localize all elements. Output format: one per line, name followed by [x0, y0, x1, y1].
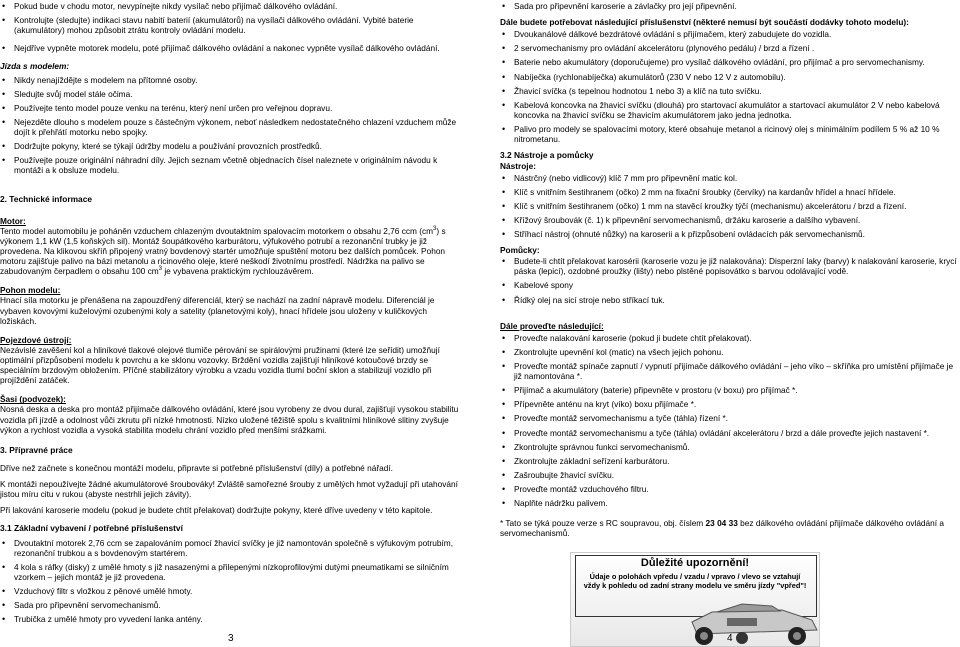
prep-paragraph: K montáži nepoužívejte žádné akumulátorové šroubováky! Zvláště samořezné šrouby z umělých hmot vyžadují při utahování jistou míru citu v rukou (abyste nestrhli jejich závity). [0, 479, 458, 500]
tools-heading: 3.2 Nástroje a pomůcky [500, 150, 594, 161]
list-item: • 4 kola s ráfky (disky) z umělé hmoty s již nasazenými a přilepenými nízkoprofilovými dutými pneumatikami se silničním vzorkem – jejich montáž je již provedena. [0, 562, 460, 582]
list-item: • Sada pro připevnění servomechanismů. [0, 600, 460, 610]
body-text: Nosná deska a deska pro montáž přijímače dálkového ovládání, které jsou vyrobeny ze dvou dural, zajišťují vysokou stabilitu vozidla při jízdě a odolnost vůči zkrutu při nízké hmotnosti. Nízko uložené těžiště spolu s kvalitními hliníkové slitiny zvyšuje výkon a rychlost vozidla a vysoká stabilita modelu chrání vozidlo před menšími srážkami. [0, 404, 459, 435]
equip-heading: 3.1 Základní vybavení / potřebné příslušenství [0, 523, 183, 534]
list-item: • Řídký olej na sicí stroje nebo stříkací tuk. [500, 295, 960, 305]
list-item: • Zkontrolujte základní seřízení karburátoru. [500, 456, 960, 466]
right-column [500, 0, 960, 544]
rc-car-illustration [672, 600, 824, 645]
list-item: • Dvoutaktní motorek 2,76 ccm se zapalováním pomocí žhavicí svíčky je již namontován společně s výfukovým potrubím, rezonanční trubkou a s bovdenovým startérem. [0, 538, 460, 558]
list-item: • Přijímač a akumulátory (baterie) připevněte v prostoru (v boxu) pro přijímač *. [500, 385, 960, 395]
list-item: • Přípevněte anténu na kryt (víko) boxu přijímače *. [500, 399, 960, 409]
list-item: • Dvoukanálové dálkové bezdrátové ovládání s přijímačem, který zabudujete do vozidla. [500, 29, 960, 39]
list-item: • Používejte tento model pouze venku na terénu, který není určen pro veřejnou dopravu. [0, 103, 460, 113]
list-item: • Zkontrolujte upevnění kol (matic) na všech jejich pohonu. [500, 347, 960, 357]
aids-subheading: Pomůcky: [500, 245, 540, 256]
steps-heading: Dále proveďte následující: [500, 320, 604, 331]
driving-list [0, 75, 460, 176]
list-item: • Proveďte montáž servomechanismu a tyče (táhla) řízení *. [500, 413, 960, 423]
equip-list [0, 538, 460, 625]
list-item: • Kontrolujte (sledujte) indikaci stavu nabití baterií (akumulátorů) na vysílači dálkového ovládání. Vybité baterie (akumulátory) mohou způsobit ztrátu kontroly ovládání modelu. [0, 15, 460, 35]
list-item: • Pokud bude v chodu motor, nevypínejte nikdy vysílač nebo přijímač dálkového ovládání. [0, 1, 460, 11]
list-item: • Kabelová koncovka na žhavicí svíčku (dlouhá) pro startovací akumulátor a startovací akumulátor 2 V nebo kabelová koncovka na žhavicí svíčku se žhavicím akumulátorem jako jedna jednotka. [500, 100, 960, 120]
page-number-left: 3 [228, 633, 234, 644]
list-item: • Nabíječka (rychlonabíječka) akumulátorů (230 V nebo 12 V z automobilu). [500, 72, 960, 82]
motor-text: Tento model automobilu je poháněn vzduchem chlazeným dvoutaktním spalovacím motorkem o obsahu 2,76 ccm $(cm^3)$ s výkonem 1,1 kW (1,5 koňských sil). Montáž šoupátkového karburátoru, výfukového potrubí a rezonanční trubky je již provedena. Na klikovou skříň připojený vratný bovdenový startér umožňuje spuštění motoru bez dalších pomůcek. Pohon motoru zajišťuje palivo na bázi metanolu a ricinového oleje, které neškodí životnímu prostředí. Nádržka na palivo se zabudovaným čerpadlem o obsahu 100 $cm^3$ je vybavena praktickým rychlouzávěrem. [0, 225, 446, 277]
list-item: • Nejezděte dlouho s modelem pouze s částečným výkonem, neboť následkem nedostatečného chlazení vzduchem může dojít k přehřátí motorku nebo spojky. [0, 117, 460, 137]
list-item: • Dodržujte pokyny, které se týkají údržby modelu a používání provozních prostředků. [0, 141, 460, 151]
steps-list [500, 333, 960, 508]
list-item: • Kabelové spony [500, 280, 960, 290]
kit-list [500, 1, 960, 11]
list-item: • Stříhací nástroj (ohnuté nůžky) na karoserii a k přizpůsobení ovládacích pák servomechanismů. [500, 229, 960, 239]
list-item: • Nástrčný (nebo vidlicový) klíč 7 mm pro připevnění matic kol. [500, 173, 960, 183]
list-item: • Proveďte montáž servomechanismu a tyče (táhla) ovládání akcelerátoru / brzd a dále proveďte jejich nastavení *. [500, 428, 960, 438]
list-item: • Naplňte nádržku palivem. [500, 498, 960, 508]
needs-text: Dále budete potřebovat následující příslušenství (některé nemusí být součástí dodávky tohoto modelu): [500, 17, 909, 28]
drive-text: Hnací síla motorku je přenášena na zapouzdřený diferenciál, který se nachází na zadní nápravě modelu. Diferenciál je vybaven kovovými kuželovými ozubenými koly a satelity (planetovými koly), hnací hřídele jsou uloženy v kuličkových ložiskách. [0, 295, 435, 326]
list-item: • Budete-li chtít přelakovat karosérii (karoserie vozu je již nalakována): Disperzní laky (barvy) k nalakování karoserie, krycí páska (lepicí), ozdobné proužky (lišty) nebo plstěné popisovátko s barvou odolávající vodě. [500, 256, 960, 276]
list-item: • Proveďte nalakování karoserie (pokud ji budete chtít přelakovat). [500, 333, 960, 343]
motor-heading: Motor: [0, 215, 26, 226]
tools-subheading: Nástroje: [500, 161, 536, 172]
list-item: • Nejdříve vypněte motorek modelu, poté přijímač dálkového ovládání a nakonec vypněte vysílač dálkového ovládání. [0, 43, 460, 53]
list-item: • Palivo pro modely se spalovacími motory, které obsahuje metanol a ricinový olej s minimálním podílem 5 % až 10 % nitrometanu. [500, 124, 960, 144]
body-heading: Šasi (podvozek): [0, 394, 66, 405]
list-item: • Klíč s vnitřním šestihranem (očko) 1 mm na stavěcí kroužky týčí (mechanismu) akcelerátoru / brzd a řízení. [500, 201, 960, 211]
drive-heading: Pohon modelu: [0, 285, 61, 296]
list-item: • Proveďte montáž spínače zapnutí / vypnutí přijímače dálkového ovládání – jeho víko – skříňka pro umístění přijímače je již namontována *. [500, 361, 960, 381]
footnote: * Tato se týká pouze verze s RC soupravou, obj. číslem 23 04 33 bez dálkového ovládání přijímače dálkového ovládání a servomechanismů. [500, 518, 945, 539]
prep-heading: 3. Přípravné práce [0, 444, 73, 455]
list-item: • Zkontrolujte správnou funkci servomechanismů. [500, 442, 960, 452]
page-number-right: 4 [727, 633, 733, 644]
chassis-text: Nezávislé zavěšení kol a hliníkové tlakové olejové tlumiče pérování se spirálovými pružinami (které lze seřídit) umožňují optimální přizpůsobení modelu k povrchu a ke sklonu vozovky. Brždění vozidla zajišťují hliníkové kotoučové brzdy se speciálním brzdovým obložením. Příčné stabilizátory výrobku a vzadu vozidla tlumí boční sklon a stabilizují vozidlo při projíždění zatáček. [0, 344, 440, 386]
intro-list [0, 1, 460, 53]
list-item: • Zašroubujte žhavicí svíčku. [500, 470, 960, 480]
list-item: • Klíč s vnitřním šestihranem (očko) 2 mm na fixační šroubky (červíky) na kardanův hřídel a hnací hřídele. [500, 187, 960, 197]
list-item: • 2 servomechanismy pro ovládání akcelerátoru (plynového pedálu) / brzd a řízení . [500, 43, 960, 53]
list-item: • Baterie nebo akumulátory (doporučujeme) pro vysílač dálkového ovládání, pro přijímač a pro servomechanismy. [500, 57, 960, 67]
list-item: • Sada pro připevnění karoserie a závlačky pro její připevnění. [500, 1, 960, 11]
tools-list [500, 173, 960, 240]
driving-heading: Jízda s modelem: [0, 61, 70, 72]
prep-paragraph: Při lakování karoserie modelu (pokud je budete chtít přelakovat) dodržujte pokyny, které dříve uvedeny v této kapitole. [0, 505, 433, 516]
aids-list [500, 256, 960, 304]
list-item: • Nikdy nenajíždějte s modelem na přítomné osoby. [0, 75, 460, 85]
chassis-heading: Pojezdové ústrojí: [0, 334, 72, 345]
list-item: • Sledujte svůj model stále očima. [0, 89, 460, 99]
list-item: • Žhavicí svíčka (s tepelnou hodnotou 1 nebo 3) a klíč na tuto svíčku. [500, 86, 960, 96]
tech-heading: 2. Technické informace [0, 194, 93, 205]
warning-text: Údaje o polohách vpředu / vzadu / vpravo / vlevo se vztahují vždy k pohledu od zadní strany modelu ve směru jízdy "vpřed"! [583, 572, 807, 591]
needs-list [500, 29, 960, 144]
list-item: • Proveďte montáž vzduchového filtru. [500, 484, 960, 494]
list-item: • Používejte pouze originální náhradní díly. Jejich seznam včetně objednacích čísel naleznete v originálním návodu k montáži a k obsluze modelu. [0, 155, 460, 175]
warning-title: Důležité upozornění! [640, 557, 750, 569]
left-column [0, 0, 460, 628]
list-item: • Trubička z umělé hmoty pro vyvedení lanka antény. [0, 614, 460, 624]
list-item: • Křížový šroubovák (č. 1) k připevnění servomechanismů, držáku karoserie a dalšího vybavení. [500, 215, 960, 225]
prep-paragraph: Dříve než začnete s konečnou montáží modelu, připravte si potřebné příslušenství (díly) a potřebné nářadí. [0, 463, 393, 473]
list-item: • Vzduchový filtr s vložkou z pěnové umělé hmoty. [0, 586, 460, 596]
